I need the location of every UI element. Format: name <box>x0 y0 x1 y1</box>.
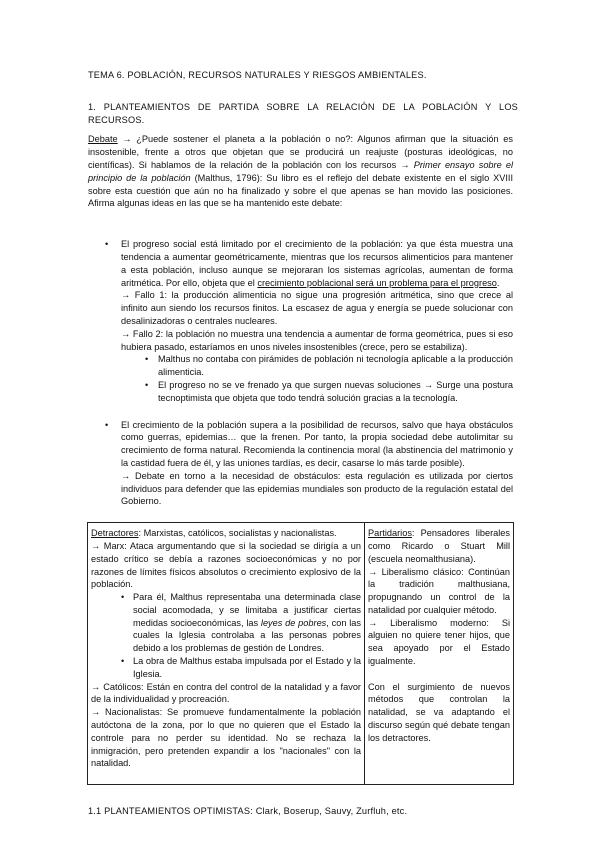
text: : Pensadores liberales como Ricardo o Stuart Mill (escuela neomalthusiana). <box>368 528 510 564</box>
text: (Malthus, 1796): Su libro es el reflejo del debate existente en el siglo XVIII sobre esta cuestión que aún no ha finalizado y sobre el que apenas se han movido las posiciones. Afirma algunas ideas en las que se ha mantenido este debate: <box>88 172 514 209</box>
list-item <box>88 238 513 353</box>
catolicos-text: → Católicos: Están en contra del control de la natalidad y a favor de la individualidad y procreación. <box>91 681 361 705</box>
text: : Marxistas, católicos, socialistas y nacionalistas. <box>138 528 337 539</box>
debate-label: Debate <box>88 134 118 145</box>
sub-list-item: • El progreso no se ve frenado ya que surgen nuevas soluciones → Surge una postura tecnoptimista que objeta que todo tendrá solución gracias a la tecnología. <box>88 379 513 405</box>
text: El progreso social está limitado por el crecimiento de la población: ya que ésta muestra una tendencia a aumentar geométricamente, mientras que los recursos alimenticios para mantener a esta población, incluso aunque se mejoraran los sistemas agrícolas, aumentan de forma aritmética. Por ello, objeta que el <box>121 239 513 288</box>
bullet-list-1 <box>88 238 513 404</box>
italic-text: leyes de pobres <box>260 617 327 628</box>
sub-list-item: • Malthus no contaba con pirámides de población ni tecnología aplicable a la producción alimenticia. <box>88 353 513 379</box>
text: → ¿Puede sostener el planeta a la población o no?: Algunos afirman que la situación es insostenible, frente a otros que objetan que se producirá un reajuste (posturas ideológicas, no científicas). Si hablamos de la relación de la población con los recursos → <box>88 134 513 170</box>
final-text: Con el surgimiento de nuevos métodos que controlan la natalidad, se va adaptando el discurso según qué debate tengan los detractores. <box>368 681 510 743</box>
clasico-text: → Liberalismo clásico: Continúan la tradición malthusiana, propugnando un control de la natalidad por cualquier método. <box>368 566 510 615</box>
list-item <box>88 419 513 509</box>
fallo-1: → Fallo 1: la producción alimenticia no sigue una progresión aritmética, sino que crece al infinito aun siendo los recursos finitos. La escasez de agua y energía se puede solucionar con desalinizadoras o centrales nucleares. <box>121 290 513 326</box>
book-title: Primer ensayo sobre el principio de la población <box>88 159 514 183</box>
document-title: TEMA 6. POBLACIÓN, RECURSOS NATURALES Y RIESGOS AMBIENTALES. <box>88 70 427 80</box>
text: , con las cuales la Iglesia controlaba a las personas pobres debido a los problemas de gestión de Londres. <box>133 617 361 654</box>
sub-list-item: • La obra de Malthus estaba impulsada por el Estado y la Iglesia. <box>91 655 361 681</box>
text: → Debate en torno a la necesidad de obstáculos: esta regulación es utilizada por ciertos individuos para defender que las epidemias mundiales son producto de la regulación estatal del Gobierno. <box>121 470 513 507</box>
text: • El crecimiento de la población supera a la posibilidad de recursos, salvo que haya obstáculos como guerras, epidemias… que la frenen. Por tanto, la propia sociedad debe autolimitar su crecimiento de forma natural. Recomienda la continencia moral (la abstinencia del matrimonio y la castidad fuera de él, y las uniones tardías, es decir, casarse lo más tarde posible). <box>121 419 513 468</box>
partidarios-label: Partidarios <box>368 528 412 539</box>
underlined-text: crecimiento poblacional será un problema para el progreso <box>257 277 497 288</box>
marx-text: → Marx: Ataca argumentando que si la sociedad se dirigía a un estado crítico se debía a razones socioeconómicas y no por razones de límites físicos absolutos o crecimiento explosivo de la población. <box>91 540 361 590</box>
bullet-list-2 <box>88 419 513 509</box>
section-heading: 1.1 PLANTEAMIENTOS OPTIMISTAS: Clark, Boserup, Sauvy, Zurfluh, etc. <box>88 806 408 817</box>
partidarios-cell <box>365 523 514 785</box>
nacionalistas-text: → Nacionalistas: Se promueve fundamentalmente la población autóctona de la zona, por lo que no quieren que el Estado la controle para no perder su identidad. No se rechaza la inmigración, pero pretenden expandir a los "nacionales" con la natalidad. <box>91 707 361 769</box>
section-heading: 1. PLANTEAMIENTOS DE PARTIDA SOBRE LA RELACIÓN DE LA POBLACIÓN Y LOS RECURSOS. <box>88 101 518 125</box>
sub-list-item <box>91 591 361 655</box>
text: Para él, Malthus representaba una determinada clase social acomodada, y se limitaba a justificar ciertas medidas socioeconómicas, las <box>133 592 361 628</box>
detractores-label: Detractores <box>91 528 139 539</box>
text: . <box>496 277 500 288</box>
moderno-text: → Liberalismo moderno: Si alguien no quiere tener hijos, que sea apoyado por el Estado igualmente. <box>368 617 510 667</box>
fallo-2: → Fallo 2: la población no muestra una tendencia a aumentar de forma geométrica, pues si eso hubiera pasado, estaríamos en unos niveles insostenibles (crece, pero se estabiliza). <box>121 328 513 352</box>
debate-paragraph <box>88 133 513 210</box>
detractores-cell <box>88 523 365 785</box>
comparison-table <box>87 522 514 785</box>
